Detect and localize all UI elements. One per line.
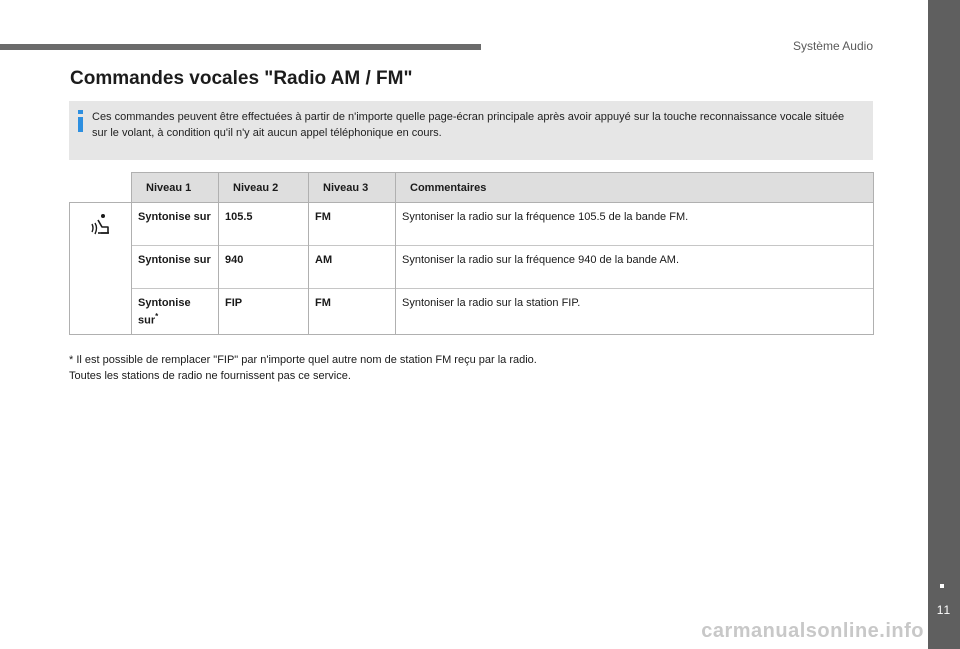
row2-level2: 940 [219, 246, 309, 289]
row3-comment: Syntoniser la radio sur la station FIP. [396, 289, 874, 335]
table-row [70, 246, 874, 289]
icon-cell [70, 203, 132, 335]
header-comments: Commentaires [396, 173, 874, 203]
row3-level2: FIP [219, 289, 309, 335]
footnote-line-1: * Il est possible de remplacer "FIP" par n'importe quel autre nom de station FM reçu par la radio. [69, 354, 537, 366]
watermark: carmanualsonline.info [701, 620, 924, 642]
footnote-marker: * [155, 312, 159, 321]
empty-header-cell [70, 173, 132, 203]
footnote-line-2: Toutes les stations de radio ne fournissent pas ce service. [69, 370, 351, 382]
row2-level1: Syntonise sur [132, 246, 219, 289]
page-title: Commandes vocales "Radio AM / FM" [70, 68, 413, 89]
table-header-row [70, 173, 874, 203]
header-level-2: Niveau 2 [219, 173, 309, 203]
table-row [70, 203, 874, 246]
row1-level2: 105.5 [219, 203, 309, 246]
header-rule [0, 44, 481, 50]
page-marker [940, 584, 944, 588]
voice-command-icon [88, 213, 114, 239]
info-text: Ces commandes peuvent être effectuées à partir de n'importe quelle page-écran principale après avoir appuyé sur la touche reconnaissance vocale située sur le volant, à condition qu'il n'y ait aucun appel téléphonique en cours. [92, 111, 845, 139]
side-band [928, 0, 960, 649]
section-title: Système Audio [792, 39, 873, 53]
footnote [69, 352, 849, 384]
header-level-1: Niveau 1 [132, 173, 219, 203]
row2-level3: AM [309, 246, 396, 289]
row1-level3: FM [309, 203, 396, 246]
row1-comment: Syntoniser la radio sur la fréquence 105.5 de la bande FM. [396, 203, 874, 246]
row2-comment: Syntoniser la radio sur la fréquence 940 de la bande AM. [396, 246, 874, 289]
row1-level1: Syntonise sur [132, 203, 219, 246]
info-icon [78, 110, 83, 132]
page-number: 11 [936, 603, 952, 617]
header-level-3: Niveau 3 [309, 173, 396, 203]
info-box [69, 101, 873, 160]
commands-table [69, 172, 874, 335]
table-row [70, 289, 874, 335]
row3-level1-text: Syntonise sur [138, 297, 191, 327]
row3-level1 [132, 289, 219, 335]
row3-level3: FM [309, 289, 396, 335]
